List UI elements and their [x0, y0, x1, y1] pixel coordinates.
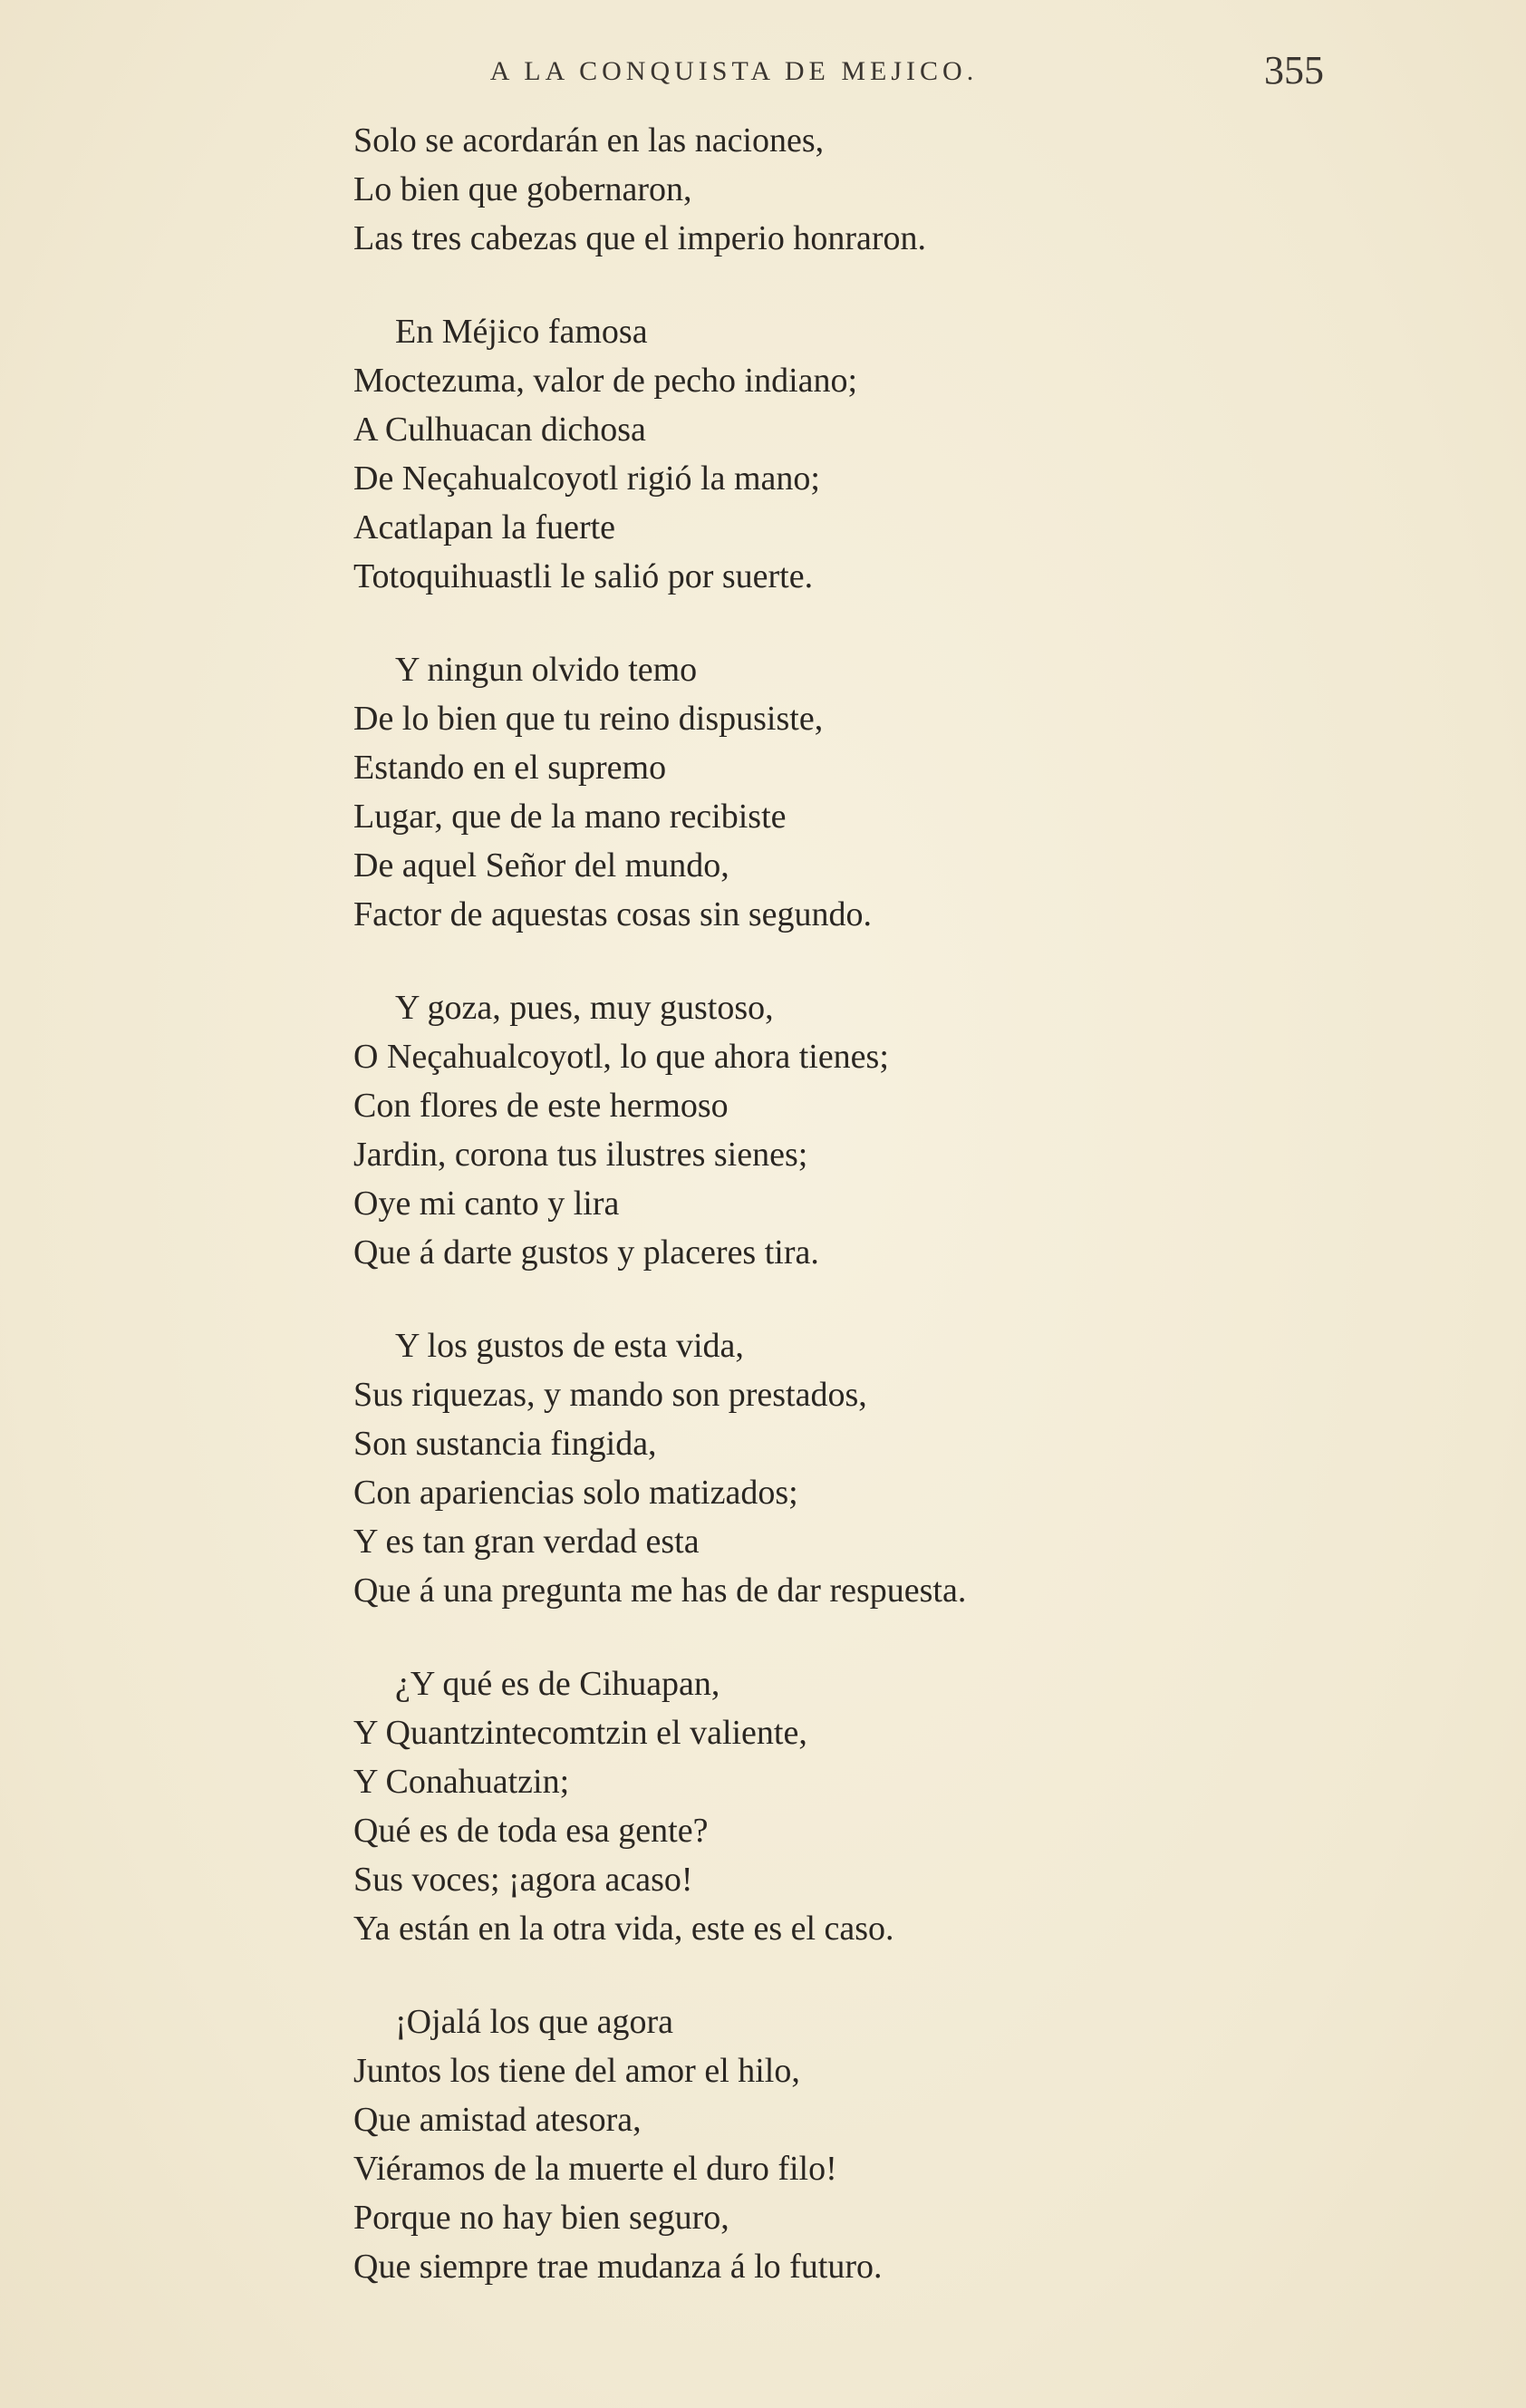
- running-title: A LA CONQUISTA DE MEJICO.: [489, 56, 979, 86]
- verse-line: Ya están en la otra vida, este es el caso.: [353, 1910, 894, 1948]
- verse-line: Lugar, que de la mano recibiste: [353, 798, 787, 836]
- verse-line: Y Conahuatzin;: [353, 1763, 570, 1801]
- verse-line: Factor de aquestas cosas sin segundo.: [353, 895, 872, 933]
- verse-line: Lo bien que gobernaron,: [353, 170, 692, 208]
- verse-line: Oye mi canto y lira: [353, 1185, 620, 1223]
- verse-line: Que á darte gustos y placeres tira.: [353, 1233, 819, 1272]
- verse-line: Son sustancia fingida,: [353, 1425, 657, 1463]
- verse-line: De lo bien que tu reino dispusiste,: [353, 700, 824, 738]
- verse-line: Qué es de toda esa gente?: [353, 1812, 709, 1850]
- verse-line: Con apariencias solo matizados;: [353, 1474, 798, 1512]
- stanza: [353, 1659, 1495, 1953]
- stanza: [353, 307, 1495, 601]
- verse-line: Sus voces; ¡agora acaso!: [353, 1861, 693, 1899]
- stanza: [353, 1321, 1495, 1615]
- verse-line: Que á una pregunta me has de dar respuesta.: [353, 1571, 967, 1610]
- verse-line: Estando en el supremo: [353, 749, 667, 787]
- verse-line: Totoquihuastli le salió por suerte.: [353, 557, 814, 595]
- verse-line: Las tres cabezas que el imperio honraron.: [353, 219, 927, 257]
- verse-line: De Neçahualcoyotl rigió la mano;: [353, 459, 820, 498]
- verse-line: En Méjico famosa: [395, 313, 648, 351]
- verse-line: Acatlapan la fuerte: [353, 508, 616, 546]
- stanza: [353, 983, 1495, 1277]
- verse-line: ¡Ojalá los que agora: [395, 2003, 674, 2041]
- verse-line: A Culhuacan dichosa: [353, 411, 646, 449]
- verse-line: Y es tan gran verdad esta: [353, 1523, 700, 1561]
- verse-line: O Neçahualcoyotl, lo que ahora tienes;: [353, 1038, 889, 1076]
- poem: [353, 116, 1495, 2335]
- verse-line: Y los gustos de esta vida,: [395, 1327, 744, 1365]
- stanza: [353, 116, 1495, 263]
- verse-line: Sus riquezas, y mando son prestados,: [353, 1376, 867, 1414]
- verse-line: Solo se acordarán en las naciones,: [353, 121, 825, 160]
- verse-line: Y ningun olvido temo: [395, 651, 698, 689]
- verse-line: Que siempre trae mudanza á lo futuro.: [353, 2248, 883, 2286]
- stanza: [353, 645, 1495, 939]
- page-number: 355: [1264, 48, 1324, 92]
- verse-line: Juntos los tiene del amor el hilo,: [353, 2052, 800, 2090]
- stanza: [353, 1997, 1495, 2291]
- verse-line: Porque no hay bien seguro,: [353, 2199, 729, 2237]
- verse-line: Que amistad atesora,: [353, 2101, 642, 2139]
- verse-line: Con flores de este hermoso: [353, 1087, 729, 1125]
- verse-line: ¿Y qué es de Cihuapan,: [395, 1665, 720, 1703]
- verse-line: Y goza, pues, muy gustoso,: [395, 989, 774, 1027]
- verse-line: De aquel Señor del mundo,: [353, 846, 729, 885]
- verse-line: Jardin, corona tus ilustres sienes;: [353, 1136, 808, 1174]
- verse-line: Viéramos de la muerte el duro filo!: [353, 2150, 837, 2188]
- verse-line: Y Quantzintecomtzin el valiente,: [353, 1714, 807, 1752]
- verse-line: Moctezuma, valor de pecho indiano;: [353, 362, 858, 400]
